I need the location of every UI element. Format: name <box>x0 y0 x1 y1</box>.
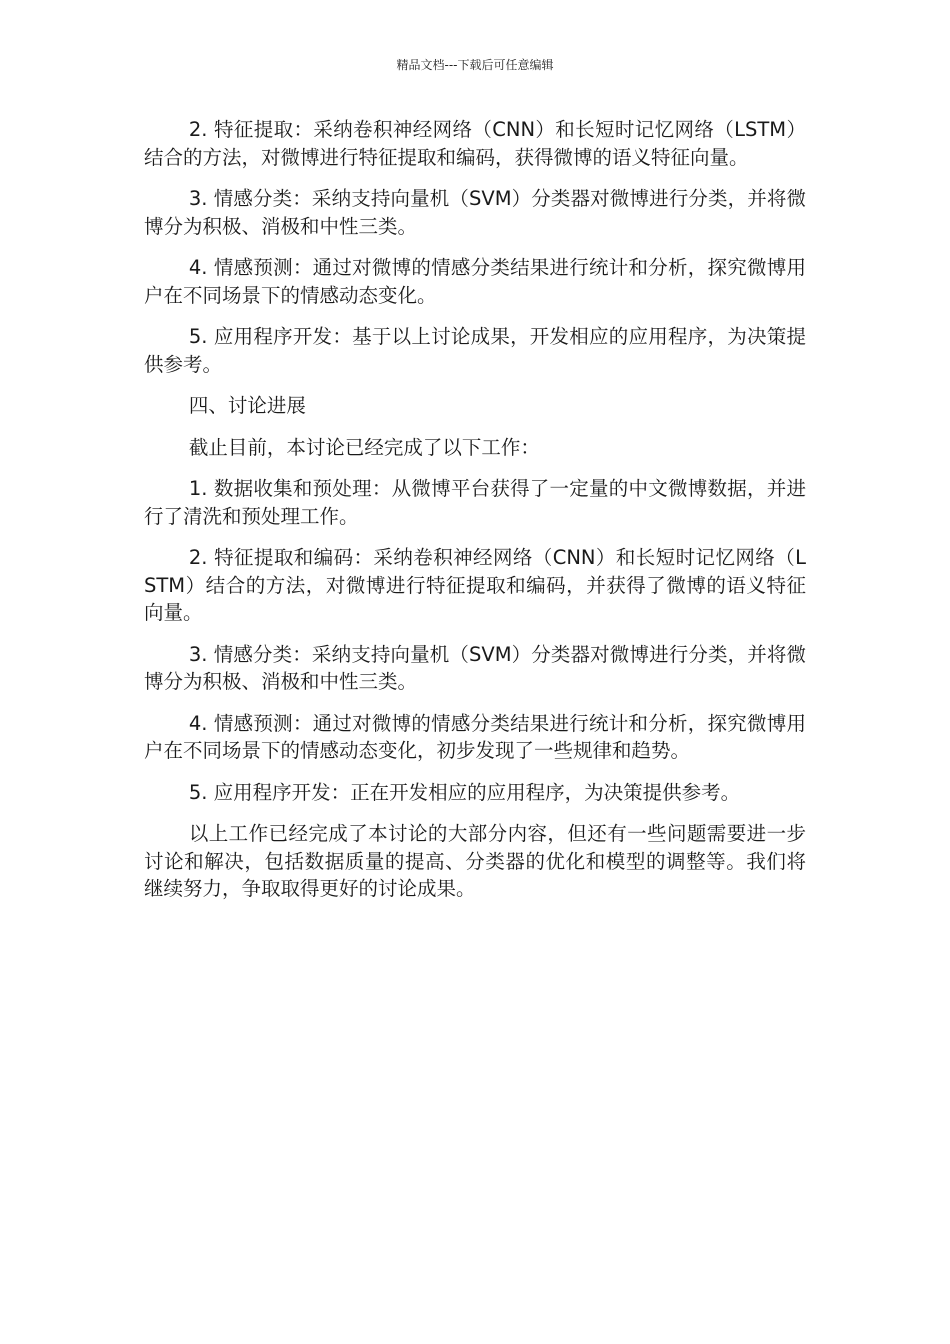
page-header: 精品文档---下载后可任意编辑 <box>396 58 554 72</box>
paragraph-classification-done: 3. 情感分类：采纳支持向量机（SVM）分类器对微博进行分类，并将微博分为积极、消极和中性三类。 <box>144 642 806 693</box>
paragraph-app-development: 5. 应用程序开发：基于以上讨论成果，开发相应的应用程序，为决策提供参考。 <box>144 325 806 376</box>
document-body <box>144 116 806 917</box>
paragraph-progress-intro: 截止目前，本讨论已经完成了以下工作： <box>188 435 540 459</box>
paragraph-feature-encoding: 2. 特征提取和编码：采纳卷积神经网络（CNN）和长短时记忆网络（LSTM）结合的方法，对微博进行特征提取和编码，并获得了微博的语义特征向量。 <box>144 546 806 624</box>
paragraph-sentiment-prediction: 4. 情感预测：通过对微博的情感分类结果进行统计和分析，探究微博用户在不同场景下的情感动态变化。 <box>144 256 806 307</box>
paragraph-app-in-progress: 5. 应用程序开发：正在开发相应的应用程序，为决策提供参考。 <box>188 780 741 804</box>
paragraph-feature-extraction: 2. 特征提取：采纳卷积神经网络（CNN）和长短时记忆网络（LSTM）结合的方法，对微博进行特征提取和编码，获得微博的语义特征向量。 <box>144 118 806 169</box>
section-heading-progress: 四、讨论进展 <box>188 394 306 417</box>
paragraph-prediction-done: 4. 情感预测：通过对微博的情感分类结果进行统计和分析，探究微博用户在不同场景下的情感动态变化，初步发现了一些规律和趋势。 <box>144 711 806 762</box>
paragraph-summary: 以上工作已经完成了本讨论的大部分内容，但还有一些问题需要进一步讨论和解决，包括数据质量的提高、分类器的优化和模型的调整等。我们将继续努力，争取取得更好的讨论成果。 <box>144 822 806 900</box>
paragraph-sentiment-classification: 3. 情感分类：采纳支持向量机（SVM）分类器对微博进行分类，并将微博分为积极、消极和中性三类。 <box>144 187 806 238</box>
paragraph-data-collection: 1. 数据收集和预处理：从微博平台获得了一定量的中文微博数据，并进行了清洗和预处理工作。 <box>144 477 806 528</box>
